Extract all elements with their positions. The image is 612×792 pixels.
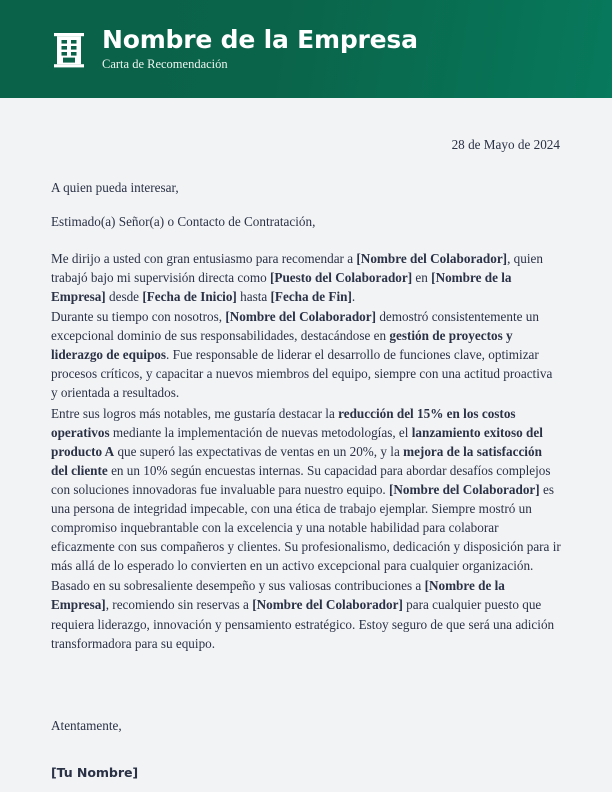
text-segment: Durante su tiempo con nosotros,	[51, 309, 226, 325]
header-text-group	[102, 26, 418, 72]
letter-sheet	[0, 98, 612, 780]
text-segment: Me dirijo a usted con gran entusiasmo para recomendar a	[51, 250, 357, 266]
salutation-line-2: Estimado(a) Señor(a) o Contacto de Contratación,	[51, 213, 316, 229]
highlight-cost-reduction: reducción del 15% en los costos operativos	[51, 405, 516, 440]
text-segment: .	[351, 288, 356, 304]
text-segment: es una persona de integridad impecable, con una ética de trabajo ejemplar. Siempre mostró un compromiso inquebrantable con la excelencia y una notable habilidad para colaborar eficazmente con sus compañeros y clientes. Su profesionalismo, dedicación y disposición para ir más allá de lo esperado lo convierten en un activo excepcional para cualquier organización.	[51, 481, 561, 574]
placeholder-collaborator-name: [Nombre del Colaborador]	[356, 250, 508, 266]
highlight-product-launch: lanzamiento exitoso del producto A	[51, 424, 543, 459]
text-segment: , recomiendo sin reservas a	[105, 597, 253, 613]
building-icon	[52, 29, 86, 69]
letter-date: 28 de Mayo de 2024	[451, 137, 560, 152]
placeholder-end-date: [Fecha de Fin]	[270, 288, 352, 304]
placeholder-company-name: [Nombre de la Empresa]	[51, 269, 512, 304]
header-brand-group	[52, 26, 418, 72]
highlight-skills: gestión de proyectos y liderazgo de equipos	[51, 328, 513, 363]
salutation-line-1: A quien pueda interesar,	[51, 180, 179, 196]
text-segment: en un 10% según encuestas internas. Su capacidad para abordar desafíos complejos con soluciones innovadoras fue invaluable para nuestro equipo.	[51, 462, 551, 497]
text-segment: , quien trabajó bajo mi supervisión directa como	[51, 250, 543, 285]
text-segment: en	[412, 269, 432, 285]
document-header	[0, 0, 612, 98]
text-segment: Basado en su sobresaliente desempeño y sus valiosas contribuciones a	[51, 578, 425, 594]
text-segment: que superó las expectativas de ventas en un 20%, y la	[114, 443, 404, 459]
highlight-customer-satisfaction: mejora de la satisfacción del cliente	[51, 443, 542, 478]
placeholder-collaborator-name: [Nombre del Colaborador]	[225, 309, 377, 325]
placeholder-collaborator-name: [Nombre del Colaborador]	[252, 597, 403, 613]
text-segment: . Fue responsable de liderar el desarrollo de funciones clave, optimizar procesos críticos, y capacitar a nuevos miembros del equipo, siempre con una actitud proactiva y orientada a resultados.	[51, 347, 553, 401]
text-segment: mediante la implementación de nuevas metodologías, el	[109, 424, 412, 440]
placeholder-company-name: [Nombre de la Empresa]	[51, 578, 505, 613]
text-segment: demostró consistentemente un excepcional dominio de sus responsabilidades, destacándose en	[51, 309, 539, 344]
placeholder-collaborator-position: [Puesto del Colaborador]	[270, 269, 413, 285]
body-paragraph-2	[51, 307, 561, 402]
document-subtitle: Carta de Recomendación	[102, 57, 228, 71]
closing-block	[51, 717, 561, 780]
text-segment: hasta	[236, 288, 271, 304]
text-segment: Entre sus logros más notables, me gustaría destacar la	[51, 405, 339, 421]
signer-name: [Tu Nombre]	[51, 764, 139, 780]
placeholder-collaborator-name: [Nombre del Colaborador]	[389, 481, 540, 497]
closing-salutation: Atentamente,	[51, 717, 122, 733]
body-paragraph-4	[51, 576, 561, 652]
company-name: Nombre de la Empresa	[102, 25, 418, 54]
text-segment: desde	[105, 288, 143, 304]
body-paragraph-1	[51, 249, 561, 306]
placeholder-start-date: [Fecha de Inicio]	[142, 288, 237, 304]
text-segment: para cualquier puesto que requiera liderazgo, innovación y pensamiento estratégico. Estoy seguro de que será una adición transformadora para su equipo.	[51, 597, 555, 651]
body-paragraph-3	[51, 404, 561, 576]
